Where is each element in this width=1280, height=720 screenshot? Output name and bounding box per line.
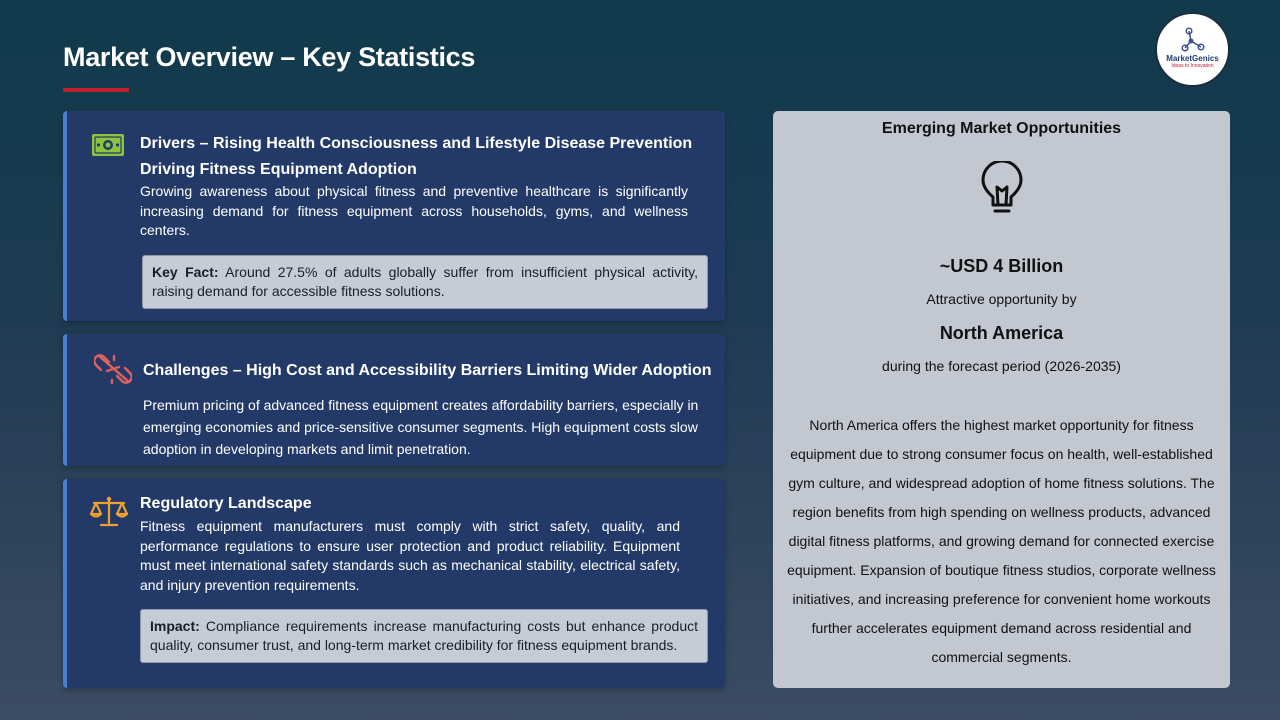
key-fact-box — [142, 255, 708, 309]
money-icon — [91, 133, 125, 157]
impact-box — [140, 609, 708, 663]
challenges-text — [143, 394, 715, 460]
drivers-card — [63, 111, 725, 321]
drivers-title-line1: Drivers – Rising Health Consciousness and Lifestyle Disease Prevention — [140, 135, 693, 152]
page-title: Market Overview – Key Statistics — [63, 42, 476, 72]
challenges-card — [63, 334, 725, 466]
regulatory-text: Fitness equipment manufacturers must comply with strict safety, quality, and performance regulations to ensure user protection and product reliability. Equipment must meet international safety standards such as mechanical stability, electrical safety, and injury prevention requirements. — [140, 518, 680, 593]
scales-icon — [89, 495, 129, 529]
regulatory-title: Regulatory Landscape — [140, 495, 312, 512]
logo-name: MarketGenics — [1166, 53, 1219, 63]
opportunity-amount: ~USD 4 Billion — [939, 256, 1064, 276]
logo-tagline: Ideas to Innovation — [1171, 62, 1214, 69]
key-fact-label: Key Fact: — [152, 264, 219, 280]
impact-label: Impact: — [150, 618, 200, 634]
challenges-title: Challenges – High Cost and Accessibility Barriers Limiting Wider Adoption — [143, 362, 712, 379]
key-fact-text: Around 27.5% of adults globally suffer from insufficient physical activity, raising demand for accessible fitness solutions. — [152, 264, 699, 299]
regulatory-card — [63, 479, 725, 688]
opportunity-panel — [773, 111, 1230, 688]
opportunity-description: North America offers the highest market opportunity for fitness equipment due to strong consumer focus on health, well-established gym culture, and widespread adoption of home fitness solutions. The region benefits from high spending on wellness products, advanced digital fitness platforms, and growing demand for connected exercise equipment. Expansion of boutique fitness studios, corporate wellness initiatives, and increasing preference for convenient home workouts further accelerates equipment demand across residential and commercial segments. — [787, 417, 1216, 665]
molecule-icon — [1180, 27, 1206, 53]
opportunity-title: Emerging Market Opportunities — [881, 120, 1122, 137]
drivers-text: Growing awareness about physical fitness and preventive healthcare is significantly increasing demand for fitness equipment across households, gyms, and wellness centers. — [140, 183, 688, 238]
challenges-text-content: Premium pricing of advanced fitness equipment creates affordability barriers, especially in emerging economies and price-sensitive consumer segments. High equipment costs slow adoption in developing markets and limit penetration. — [143, 397, 699, 457]
company-logo — [1155, 12, 1230, 87]
opportunity-period: during the forecast period (2026-2035) — [882, 358, 1121, 374]
drivers-title-line2: Driving Fitness Equipment Adoption — [140, 161, 417, 178]
impact-text: Compliance requirements increase manufacturing costs but enhance product quality, consumer trust, and long-term market credibility for fitness equipment brands. — [150, 618, 698, 653]
lightbulb-icon — [979, 161, 1025, 219]
broken-link-icon — [94, 354, 132, 384]
opportunity-subtitle: Attractive opportunity by — [926, 291, 1077, 307]
drivers-title — [140, 131, 715, 183]
title-underline — [63, 88, 129, 92]
opportunity-region: North America — [939, 323, 1064, 343]
